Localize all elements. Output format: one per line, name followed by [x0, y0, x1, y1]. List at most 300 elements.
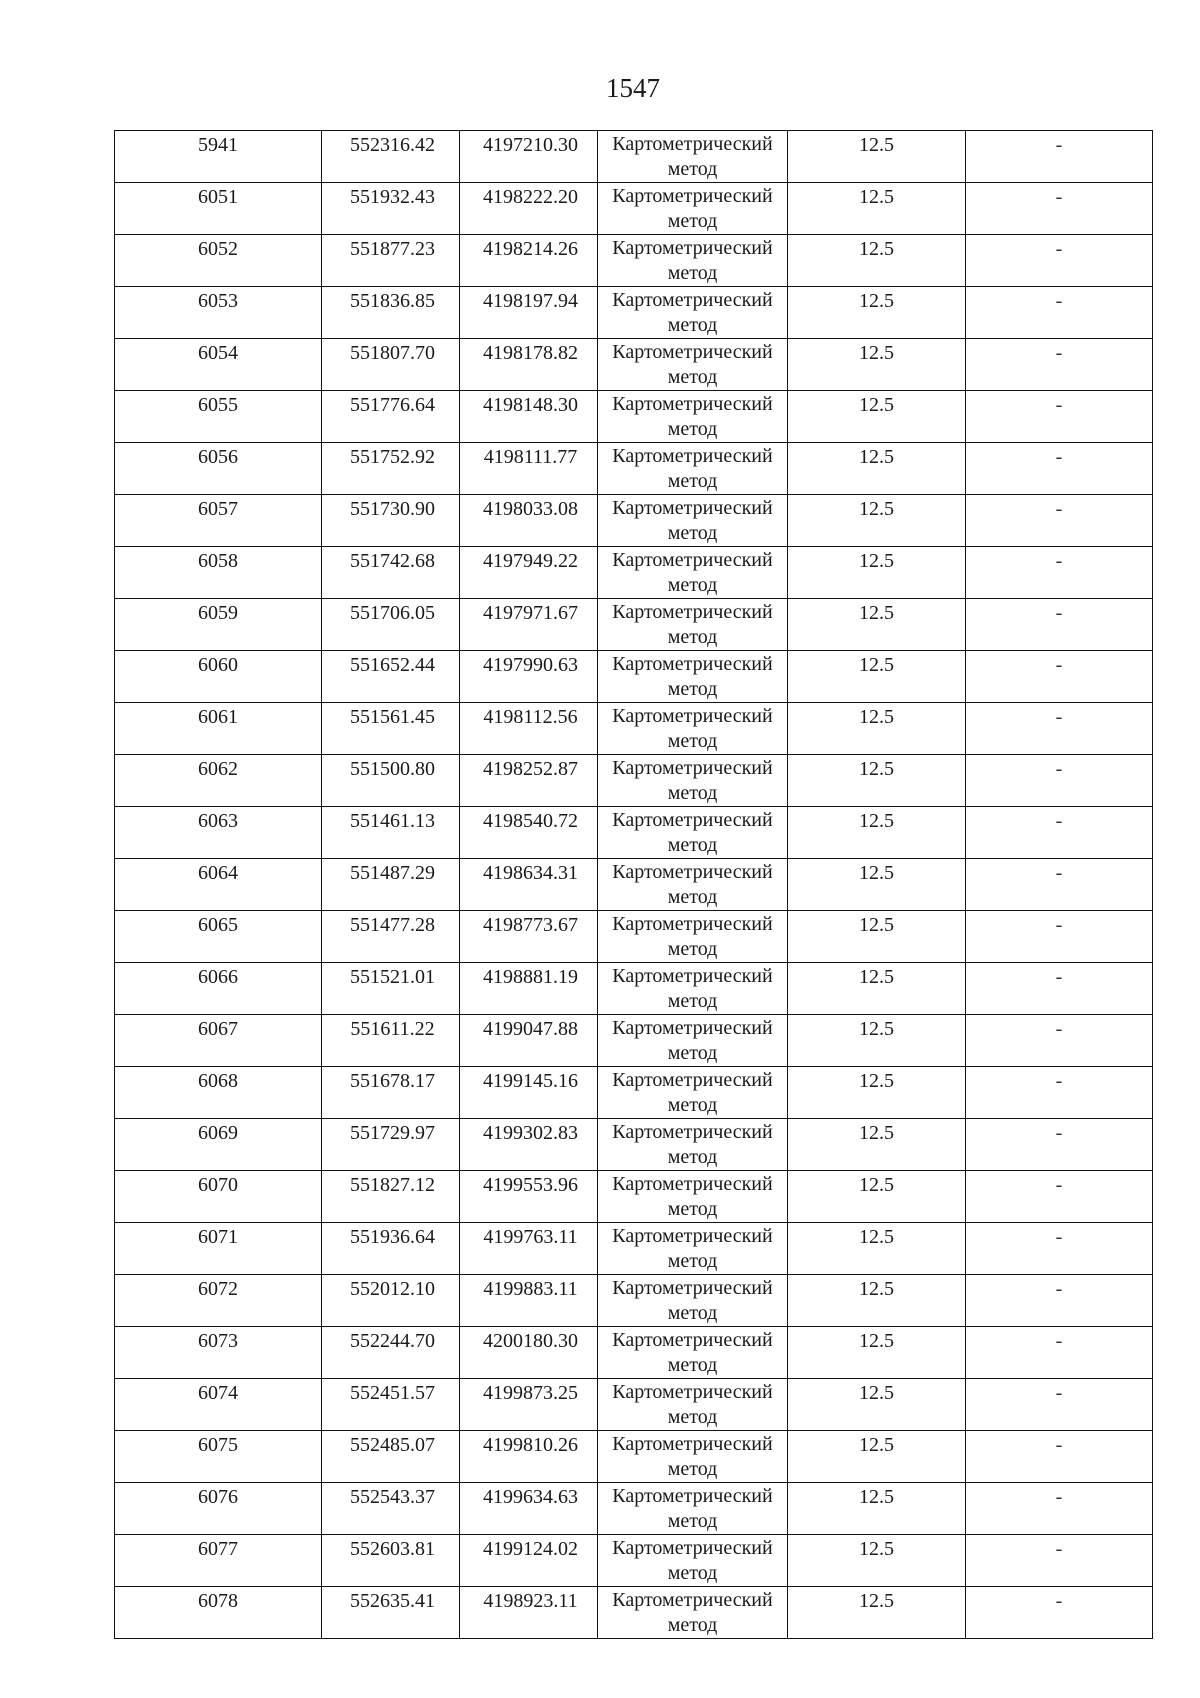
- point-number-cell: [115, 859, 322, 911]
- point-number-cell-text: 6053: [198, 290, 238, 312]
- accuracy-cell: [788, 339, 966, 391]
- x-coordinate-cell-text: 552635.41: [350, 1590, 435, 1612]
- x-coordinate-cell: [322, 651, 460, 703]
- x-coordinate-cell-text: 551561.45: [350, 706, 435, 728]
- y-coordinate-cell: [460, 1587, 598, 1639]
- y-coordinate-cell-text: 4198222.20: [483, 186, 578, 208]
- x-coordinate-cell: [322, 1587, 460, 1639]
- point-number-cell-text: 6054: [198, 342, 238, 364]
- x-coordinate-cell-text: 551807.70: [350, 342, 435, 364]
- table-row: [115, 1483, 1153, 1535]
- point-number-cell: [115, 1379, 322, 1431]
- table-row: [115, 1015, 1153, 1067]
- note-cell: [966, 651, 1153, 703]
- note-cell-text: -: [1055, 342, 1063, 364]
- x-coordinate-cell: [322, 1379, 460, 1431]
- note-cell-text: -: [1055, 706, 1063, 728]
- x-coordinate-cell: [322, 599, 460, 651]
- table-row: [115, 1275, 1153, 1327]
- point-number-cell-text: 6057: [198, 498, 238, 520]
- method-cell: [598, 443, 788, 495]
- method-cell: [598, 755, 788, 807]
- method-cell: [598, 859, 788, 911]
- x-coordinate-cell: [322, 1275, 460, 1327]
- note-cell-text: -: [1055, 1174, 1063, 1196]
- note-cell-text: -: [1055, 446, 1063, 468]
- x-coordinate-cell-text: 551611.22: [350, 1018, 435, 1040]
- accuracy-cell: [788, 235, 966, 287]
- point-number-cell-text: 6065: [198, 914, 238, 936]
- method-cell-text: Картометрический метод: [612, 1433, 773, 1480]
- coordinates-table: [114, 130, 1153, 1639]
- note-cell: [966, 755, 1153, 807]
- y-coordinate-cell-text: 4198773.67: [483, 914, 578, 936]
- accuracy-cell: [788, 1119, 966, 1171]
- table-row: [115, 911, 1153, 963]
- accuracy-cell-text: 12.5: [859, 1538, 894, 1560]
- table-row: [115, 339, 1153, 391]
- x-coordinate-cell: [322, 703, 460, 755]
- note-cell: [966, 1535, 1153, 1587]
- accuracy-cell: [788, 599, 966, 651]
- note-cell-text: -: [1055, 1382, 1063, 1404]
- x-coordinate-cell-text: 551477.28: [350, 914, 435, 936]
- note-cell-text: -: [1055, 186, 1063, 208]
- accuracy-cell-text: 12.5: [859, 498, 894, 520]
- y-coordinate-cell-text: 4198881.19: [483, 966, 578, 988]
- table-row: [115, 547, 1153, 599]
- y-coordinate-cell: [460, 547, 598, 599]
- x-coordinate-cell-text: 551836.85: [350, 290, 435, 312]
- accuracy-cell: [788, 911, 966, 963]
- method-cell-text: Картометрический метод: [612, 653, 773, 700]
- y-coordinate-cell: [460, 755, 598, 807]
- point-number-cell: [115, 703, 322, 755]
- note-cell-text: -: [1055, 862, 1063, 884]
- x-coordinate-cell: [322, 1535, 460, 1587]
- y-coordinate-cell: [460, 1275, 598, 1327]
- x-coordinate-cell: [322, 911, 460, 963]
- method-cell: [598, 1171, 788, 1223]
- x-coordinate-cell-text: 552012.10: [350, 1278, 435, 1300]
- method-cell-text: Картометрический метод: [612, 185, 773, 232]
- y-coordinate-cell-text: 4199302.83: [483, 1122, 578, 1144]
- x-coordinate-cell: [322, 443, 460, 495]
- accuracy-cell: [788, 1379, 966, 1431]
- method-cell-text: Картометрический метод: [612, 1589, 773, 1636]
- x-coordinate-cell: [322, 235, 460, 287]
- x-coordinate-cell-text: 552485.07: [350, 1434, 435, 1456]
- method-cell-text: Картометрический метод: [612, 1069, 773, 1116]
- note-cell: [966, 1119, 1153, 1171]
- method-cell-text: Картометрический метод: [612, 549, 773, 596]
- x-coordinate-cell-text: 551706.05: [350, 602, 435, 624]
- accuracy-cell-text: 12.5: [859, 654, 894, 676]
- method-cell: [598, 495, 788, 547]
- y-coordinate-cell: [460, 1171, 598, 1223]
- x-coordinate-cell: [322, 287, 460, 339]
- method-cell: [598, 131, 788, 183]
- accuracy-cell: [788, 183, 966, 235]
- point-number-cell-text: 6077: [198, 1538, 238, 1560]
- method-cell: [598, 547, 788, 599]
- page-number: 1547: [606, 73, 660, 103]
- method-cell-text: Картометрический метод: [612, 393, 773, 440]
- method-cell-text: Картометрический метод: [612, 237, 773, 284]
- accuracy-cell-text: 12.5: [859, 862, 894, 884]
- note-cell-text: -: [1055, 758, 1063, 780]
- note-cell: [966, 1223, 1153, 1275]
- method-cell: [598, 1431, 788, 1483]
- point-number-cell: [115, 1431, 322, 1483]
- note-cell-text: -: [1055, 1330, 1063, 1352]
- x-coordinate-cell-text: 551730.90: [350, 498, 435, 520]
- point-number-cell-text: 6060: [198, 654, 238, 676]
- y-coordinate-cell: [460, 651, 598, 703]
- point-number-cell: [115, 1535, 322, 1587]
- point-number-cell-text: 6068: [198, 1070, 238, 1092]
- point-number-cell-text: 6063: [198, 810, 238, 832]
- table-row: [115, 651, 1153, 703]
- x-coordinate-cell: [322, 807, 460, 859]
- note-cell-text: -: [1055, 1018, 1063, 1040]
- y-coordinate-cell: [460, 443, 598, 495]
- accuracy-cell-text: 12.5: [859, 134, 894, 156]
- point-number-cell-text: 6066: [198, 966, 238, 988]
- note-cell-text: -: [1055, 290, 1063, 312]
- note-cell-text: -: [1055, 914, 1063, 936]
- x-coordinate-cell-text: 551521.01: [350, 966, 435, 988]
- point-number-cell: [115, 755, 322, 807]
- table-row: [115, 1171, 1153, 1223]
- accuracy-cell: [788, 859, 966, 911]
- y-coordinate-cell: [460, 1431, 598, 1483]
- note-cell-text: -: [1055, 1278, 1063, 1300]
- point-number-cell-text: 6072: [198, 1278, 238, 1300]
- method-cell: [598, 1223, 788, 1275]
- method-cell: [598, 1067, 788, 1119]
- point-number-cell: [115, 391, 322, 443]
- note-cell-text: -: [1055, 1538, 1063, 1560]
- point-number-cell-text: 6059: [198, 602, 238, 624]
- x-coordinate-cell-text: 551776.64: [350, 394, 435, 416]
- y-coordinate-cell: [460, 703, 598, 755]
- x-coordinate-cell: [322, 1483, 460, 1535]
- note-cell-text: -: [1055, 498, 1063, 520]
- method-cell-text: Картометрический метод: [612, 497, 773, 544]
- x-coordinate-cell: [322, 339, 460, 391]
- method-cell-text: Картометрический метод: [612, 965, 773, 1012]
- point-number-cell-text: 6061: [198, 706, 238, 728]
- x-coordinate-cell-text: 551742.68: [350, 550, 435, 572]
- y-coordinate-cell-text: 4199047.88: [483, 1018, 578, 1040]
- x-coordinate-cell-text: 551500.80: [350, 758, 435, 780]
- point-number-cell-text: 6074: [198, 1382, 238, 1404]
- method-cell-text: Картометрический метод: [612, 1121, 773, 1168]
- note-cell: [966, 495, 1153, 547]
- note-cell: [966, 1275, 1153, 1327]
- point-number-cell: [115, 183, 322, 235]
- x-coordinate-cell-text: 551652.44: [350, 654, 435, 676]
- accuracy-cell-text: 12.5: [859, 758, 894, 780]
- method-cell-text: Картометрический метод: [612, 1485, 773, 1532]
- point-number-cell: [115, 599, 322, 651]
- accuracy-cell: [788, 1535, 966, 1587]
- y-coordinate-cell: [460, 131, 598, 183]
- y-coordinate-cell-text: 4197971.67: [483, 602, 578, 624]
- accuracy-cell-text: 12.5: [859, 550, 894, 572]
- accuracy-cell-text: 12.5: [859, 706, 894, 728]
- point-number-cell-text: 5941: [198, 134, 238, 156]
- table-row: [115, 1119, 1153, 1171]
- point-number-cell: [115, 911, 322, 963]
- method-cell-text: Картометрический метод: [612, 757, 773, 804]
- accuracy-cell: [788, 1587, 966, 1639]
- y-coordinate-cell: [460, 235, 598, 287]
- y-coordinate-cell-text: 4198111.77: [483, 446, 578, 468]
- accuracy-cell-text: 12.5: [859, 1434, 894, 1456]
- table-row: [115, 1067, 1153, 1119]
- y-coordinate-cell: [460, 963, 598, 1015]
- x-coordinate-cell: [322, 495, 460, 547]
- note-cell: [966, 131, 1153, 183]
- table-row: [115, 443, 1153, 495]
- y-coordinate-cell: [460, 339, 598, 391]
- y-coordinate-cell-text: 4198197.94: [483, 290, 578, 312]
- accuracy-cell: [788, 1015, 966, 1067]
- accuracy-cell: [788, 1223, 966, 1275]
- method-cell-text: Картометрический метод: [612, 1329, 773, 1376]
- method-cell-text: Картометрический метод: [612, 1537, 773, 1584]
- point-number-cell-text: 6076: [198, 1486, 238, 1508]
- accuracy-cell-text: 12.5: [859, 1590, 894, 1612]
- x-coordinate-cell-text: 551752.92: [350, 446, 435, 468]
- point-number-cell-text: 6071: [198, 1226, 238, 1248]
- x-coordinate-cell: [322, 183, 460, 235]
- point-number-cell: [115, 807, 322, 859]
- note-cell: [966, 1171, 1153, 1223]
- x-coordinate-cell: [322, 1431, 460, 1483]
- note-cell: [966, 1379, 1153, 1431]
- x-coordinate-cell-text: 552603.81: [350, 1538, 435, 1560]
- accuracy-cell-text: 12.5: [859, 1330, 894, 1352]
- point-number-cell: [115, 651, 322, 703]
- y-coordinate-cell-text: 4199553.96: [483, 1174, 578, 1196]
- note-cell: [966, 1067, 1153, 1119]
- x-coordinate-cell-text: 551877.23: [350, 238, 435, 260]
- note-cell: [966, 287, 1153, 339]
- y-coordinate-cell-text: 4199124.02: [483, 1538, 578, 1560]
- point-number-cell: [115, 1171, 322, 1223]
- note-cell-text: -: [1055, 1070, 1063, 1092]
- accuracy-cell: [788, 755, 966, 807]
- method-cell-text: Картометрический метод: [612, 1225, 773, 1272]
- point-number-cell: [115, 547, 322, 599]
- x-coordinate-cell-text: 551461.13: [350, 810, 435, 832]
- method-cell-text: Картометрический метод: [612, 861, 773, 908]
- x-coordinate-cell-text: 552316.42: [350, 134, 435, 156]
- note-cell: [966, 1483, 1153, 1535]
- x-coordinate-cell-text: 551678.17: [350, 1070, 435, 1092]
- x-coordinate-cell: [322, 859, 460, 911]
- accuracy-cell-text: 12.5: [859, 1122, 894, 1144]
- table-row: [115, 599, 1153, 651]
- table-body: [115, 131, 1153, 1639]
- note-cell: [966, 183, 1153, 235]
- y-coordinate-cell-text: 4199634.63: [483, 1486, 578, 1508]
- y-coordinate-cell: [460, 391, 598, 443]
- note-cell-text: -: [1055, 810, 1063, 832]
- x-coordinate-cell: [322, 963, 460, 1015]
- y-coordinate-cell: [460, 495, 598, 547]
- note-cell: [966, 911, 1153, 963]
- point-number-cell-text: 6070: [198, 1174, 238, 1196]
- note-cell: [966, 235, 1153, 287]
- accuracy-cell-text: 12.5: [859, 1070, 894, 1092]
- accuracy-cell: [788, 1067, 966, 1119]
- accuracy-cell: [788, 703, 966, 755]
- accuracy-cell-text: 12.5: [859, 602, 894, 624]
- accuracy-cell: [788, 287, 966, 339]
- accuracy-cell-text: 12.5: [859, 1018, 894, 1040]
- x-coordinate-cell: [322, 131, 460, 183]
- x-coordinate-cell: [322, 1015, 460, 1067]
- y-coordinate-cell: [460, 1535, 598, 1587]
- y-coordinate-cell-text: 4199873.25: [483, 1382, 578, 1404]
- y-coordinate-cell: [460, 1483, 598, 1535]
- x-coordinate-cell-text: 551936.64: [350, 1226, 435, 1248]
- point-number-cell: [115, 1119, 322, 1171]
- table-row: [115, 963, 1153, 1015]
- note-cell-text: -: [1055, 1486, 1063, 1508]
- x-coordinate-cell: [322, 547, 460, 599]
- method-cell: [598, 703, 788, 755]
- method-cell: [598, 807, 788, 859]
- y-coordinate-cell-text: 4198214.26: [483, 238, 578, 260]
- x-coordinate-cell-text: 551932.43: [350, 186, 435, 208]
- point-number-cell: [115, 1067, 322, 1119]
- y-coordinate-cell-text: 4198033.08: [483, 498, 578, 520]
- x-coordinate-cell-text: 552451.57: [350, 1382, 435, 1404]
- accuracy-cell: [788, 1483, 966, 1535]
- note-cell-text: -: [1055, 550, 1063, 572]
- point-number-cell-text: 6073: [198, 1330, 238, 1352]
- table-row: [115, 235, 1153, 287]
- y-coordinate-cell: [460, 1327, 598, 1379]
- point-number-cell: [115, 963, 322, 1015]
- point-number-cell-text: 6052: [198, 238, 238, 260]
- note-cell-text: -: [1055, 1590, 1063, 1612]
- point-number-cell: [115, 1275, 322, 1327]
- point-number-cell-text: 6064: [198, 862, 238, 884]
- note-cell: [966, 547, 1153, 599]
- y-coordinate-cell: [460, 1119, 598, 1171]
- point-number-cell-text: 6055: [198, 394, 238, 416]
- method-cell-text: Картометрический метод: [612, 1173, 773, 1220]
- y-coordinate-cell-text: 4198148.30: [483, 394, 578, 416]
- accuracy-cell: [788, 651, 966, 703]
- point-number-cell-text: 6056: [198, 446, 238, 468]
- accuracy-cell: [788, 131, 966, 183]
- accuracy-cell-text: 12.5: [859, 394, 894, 416]
- x-coordinate-cell: [322, 1119, 460, 1171]
- table-row: [115, 131, 1153, 183]
- y-coordinate-cell-text: 4198923.11: [483, 1590, 578, 1612]
- accuracy-cell-text: 12.5: [859, 1278, 894, 1300]
- point-number-cell-text: 6062: [198, 758, 238, 780]
- table-row: [115, 1587, 1153, 1639]
- method-cell-text: Картометрический метод: [612, 705, 773, 752]
- y-coordinate-cell-text: 4198540.72: [483, 810, 578, 832]
- note-cell: [966, 1587, 1153, 1639]
- y-coordinate-cell-text: 4198178.82: [483, 342, 578, 364]
- x-coordinate-cell-text: 551729.97: [350, 1122, 435, 1144]
- method-cell: [598, 599, 788, 651]
- accuracy-cell-text: 12.5: [859, 966, 894, 988]
- accuracy-cell: [788, 1275, 966, 1327]
- accuracy-cell: [788, 443, 966, 495]
- point-number-cell: [115, 1223, 322, 1275]
- method-cell: [598, 1275, 788, 1327]
- method-cell-text: Картометрический метод: [612, 445, 773, 492]
- accuracy-cell-text: 12.5: [859, 914, 894, 936]
- x-coordinate-cell: [322, 755, 460, 807]
- note-cell: [966, 339, 1153, 391]
- table-row: [115, 755, 1153, 807]
- y-coordinate-cell: [460, 599, 598, 651]
- y-coordinate-cell-text: 4197949.22: [483, 550, 578, 572]
- x-coordinate-cell: [322, 391, 460, 443]
- point-number-cell-text: 6069: [198, 1122, 238, 1144]
- x-coordinate-cell-text: 552543.37: [350, 1486, 435, 1508]
- note-cell-text: -: [1055, 1226, 1063, 1248]
- method-cell: [598, 963, 788, 1015]
- accuracy-cell: [788, 391, 966, 443]
- accuracy-cell: [788, 807, 966, 859]
- point-number-cell-text: 6058: [198, 550, 238, 572]
- y-coordinate-cell: [460, 1015, 598, 1067]
- accuracy-cell-text: 12.5: [859, 446, 894, 468]
- x-coordinate-cell: [322, 1171, 460, 1223]
- method-cell: [598, 287, 788, 339]
- table-row: [115, 1223, 1153, 1275]
- table-row: [115, 859, 1153, 911]
- accuracy-cell: [788, 1171, 966, 1223]
- y-coordinate-cell-text: 4199810.26: [483, 1434, 578, 1456]
- accuracy-cell-text: 12.5: [859, 238, 894, 260]
- method-cell: [598, 339, 788, 391]
- accuracy-cell-text: 12.5: [859, 1226, 894, 1248]
- x-coordinate-cell-text: 551827.12: [350, 1174, 435, 1196]
- y-coordinate-cell-text: 4197990.63: [483, 654, 578, 676]
- method-cell: [598, 1015, 788, 1067]
- y-coordinate-cell: [460, 911, 598, 963]
- table-row: [115, 287, 1153, 339]
- method-cell-text: Картометрический метод: [612, 133, 773, 180]
- note-cell: [966, 859, 1153, 911]
- y-coordinate-cell: [460, 1067, 598, 1119]
- accuracy-cell-text: 12.5: [859, 1486, 894, 1508]
- note-cell: [966, 703, 1153, 755]
- point-number-cell: [115, 339, 322, 391]
- method-cell: [598, 911, 788, 963]
- y-coordinate-cell: [460, 859, 598, 911]
- y-coordinate-cell-text: 4198112.56: [483, 706, 578, 728]
- accuracy-cell-text: 12.5: [859, 290, 894, 312]
- accuracy-cell-text: 12.5: [859, 1382, 894, 1404]
- point-number-cell: [115, 1327, 322, 1379]
- method-cell-text: Картометрический метод: [612, 809, 773, 856]
